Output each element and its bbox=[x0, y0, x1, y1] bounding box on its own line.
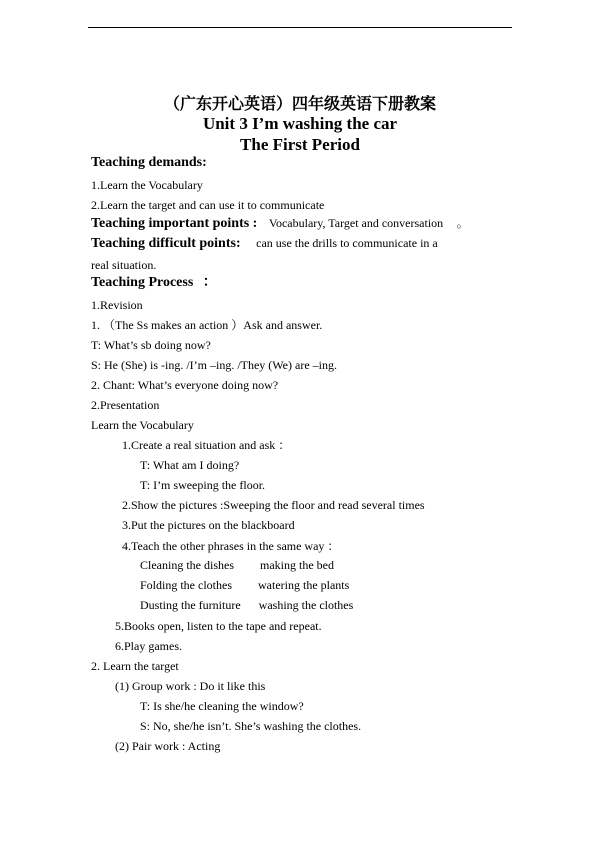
presentation-step: 5.Books open, listen to the tape and repeat. bbox=[115, 619, 322, 633]
presentation-step: 4.Teach the other phrases in the same way ： bbox=[122, 539, 340, 553]
unit-title: Unit 3 I’m washing the car bbox=[202, 114, 398, 133]
presentation-step: 1.Create a real situation and ask ： bbox=[122, 438, 291, 452]
important-heading: Teaching important points : bbox=[91, 216, 258, 231]
revision-chant: 2. Chant: What’s everyone doing now? bbox=[91, 378, 279, 392]
header-rule bbox=[88, 27, 512, 28]
difficult-text: can use the drills to communicate in a bbox=[256, 236, 438, 250]
phrase-row bbox=[140, 598, 353, 612]
revision-student: S: He (She) is -ing. /I’m –ing. /They (We) are –ing. bbox=[91, 358, 337, 372]
process-heading-line bbox=[91, 276, 217, 290]
phrase: Folding the clothes bbox=[140, 578, 232, 592]
doc-title-chinese: （广东开心英语）四年级英语下册教案 bbox=[163, 94, 436, 113]
phrase: washing the clothes bbox=[258, 598, 354, 612]
teacher-line: T: I’m sweeping the floor. bbox=[140, 478, 266, 492]
learn-target-heading: 2. Learn the target bbox=[91, 659, 179, 673]
phrase: Dusting the furniture bbox=[140, 598, 241, 612]
phrase: watering the plants bbox=[258, 578, 350, 592]
important-end: 。 bbox=[456, 216, 469, 230]
difficult-heading: Teaching difficult points: bbox=[91, 236, 241, 251]
difficult-points bbox=[91, 236, 438, 251]
group-work: (1) Group work : Do it like this bbox=[115, 679, 266, 693]
period-title: The First Period bbox=[240, 135, 360, 154]
important-text: Vocabulary, Target and conversation bbox=[268, 216, 444, 230]
phrase-row bbox=[140, 578, 349, 592]
student-line: S: No, she/he isn’t. She’s washing the clothes. bbox=[140, 719, 362, 733]
teacher-line: T: What am I doing? bbox=[140, 458, 240, 472]
learn-vocabulary: Learn the Vocabulary bbox=[91, 418, 194, 432]
demand-item: 2.Learn the target and can use it to communicate bbox=[91, 198, 325, 212]
important-points bbox=[91, 216, 469, 231]
presentation-step: 3.Put the pictures on the blackboard bbox=[122, 518, 295, 532]
process-colon: ： bbox=[202, 275, 217, 290]
phrase: Cleaning the dishes bbox=[140, 558, 234, 572]
difficult-continued: real situation. bbox=[91, 258, 157, 272]
teacher-line: T: Is she/he cleaning the window? bbox=[140, 699, 304, 713]
revision-heading: 1.Revision bbox=[91, 298, 143, 312]
pair-work: (2) Pair work : Acting bbox=[115, 739, 221, 753]
revision-teacher: T: What’s sb doing now? bbox=[91, 338, 211, 352]
phrase: making the bed bbox=[259, 558, 334, 572]
revision-step: 1. （The Ss makes an action ）Ask and answer. bbox=[91, 318, 323, 332]
phrase-row bbox=[140, 558, 334, 572]
demand-item: 1.Learn the Vocabulary bbox=[91, 178, 203, 192]
demands-heading: Teaching demands: bbox=[91, 155, 207, 170]
presentation-heading: 2.Presentation bbox=[91, 398, 160, 412]
presentation-step: 6.Play games. bbox=[115, 639, 182, 653]
process-heading: Teaching Process bbox=[91, 275, 194, 290]
presentation-step: 2.Show the pictures :Sweeping the floor and read several times bbox=[122, 498, 425, 512]
